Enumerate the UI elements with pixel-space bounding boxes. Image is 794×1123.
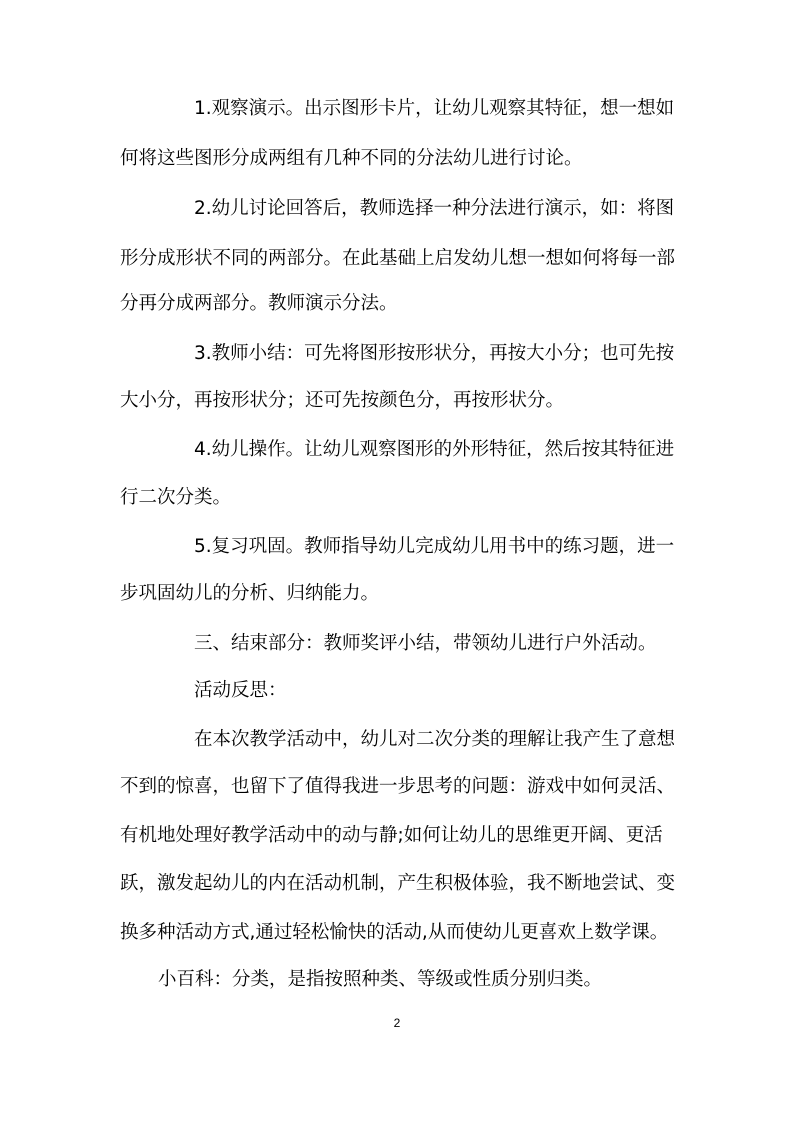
reflection-line-5: 换多种活动方式,通过轻松愉快的活动,从而使幼儿更喜欢上数学课。 bbox=[120, 922, 669, 943]
paragraph-2-line-1: 2.幼儿讨论回答后，教师选择一种分法进行演示，如：将图 bbox=[194, 198, 675, 219]
paragraph-1-line-1: 1.观察演示。出示图形卡片，让幼儿观察其特征，想一想如 bbox=[194, 98, 675, 119]
reflection-line-3: 有机地处理好教学活动中的动与静;如何让幼儿的思维更开阔、更活 bbox=[120, 825, 663, 846]
encyclopedia-note: 小百科：分类，是指按照种类、等级或性质分别归类。 bbox=[158, 969, 603, 990]
paragraph-5-line-2: 步巩固幼儿的分析、归纳能力。 bbox=[120, 583, 380, 604]
page-number: 2 bbox=[393, 1016, 401, 1030]
section-heading-ending: 三、结束部分：教师奖评小结，带领幼儿进行户外活动。 bbox=[194, 633, 657, 654]
paragraph-2-line-3: 分再分成两部分。教师演示分法。 bbox=[120, 293, 398, 314]
paragraph-5-line-1: 5.复习巩固。教师指导幼儿完成幼儿用书中的练习题，进一 bbox=[194, 536, 675, 557]
reflection-line-1: 在本次教学活动中，幼儿对二次分类的理解让我产生了意想 bbox=[194, 729, 676, 750]
reflection-line-2: 不到的惊喜，也留下了值得我进一步思考的问题：游戏中如何灵活、 bbox=[120, 776, 676, 797]
paragraph-3-line-1: 3.教师小结：可先将图形按形状分，再按大小分；也可先按 bbox=[194, 343, 675, 364]
section-heading-reflection: 活动反思： bbox=[194, 680, 287, 701]
paragraph-4-line-1: 4.幼儿操作。让幼儿观察图形的外形特征，然后按其特征进 bbox=[194, 439, 675, 460]
paragraph-3-line-2: 大小分，再按形状分；还可先按颜色分，再按形状分。 bbox=[120, 390, 565, 411]
paragraph-1-line-2: 何将这些图形分成两组有几种不同的分法幼儿进行讨论。 bbox=[120, 148, 583, 169]
paragraph-2-line-2: 形分成形状不同的两部分。在此基础上启发幼儿想一想如何将每一部 bbox=[120, 248, 676, 269]
reflection-line-4: 跃，激发起幼儿的内在活动机制，产生积极体验，我不断地尝试、变 bbox=[120, 873, 676, 894]
paragraph-4-line-2: 行二次分类。 bbox=[120, 487, 232, 508]
